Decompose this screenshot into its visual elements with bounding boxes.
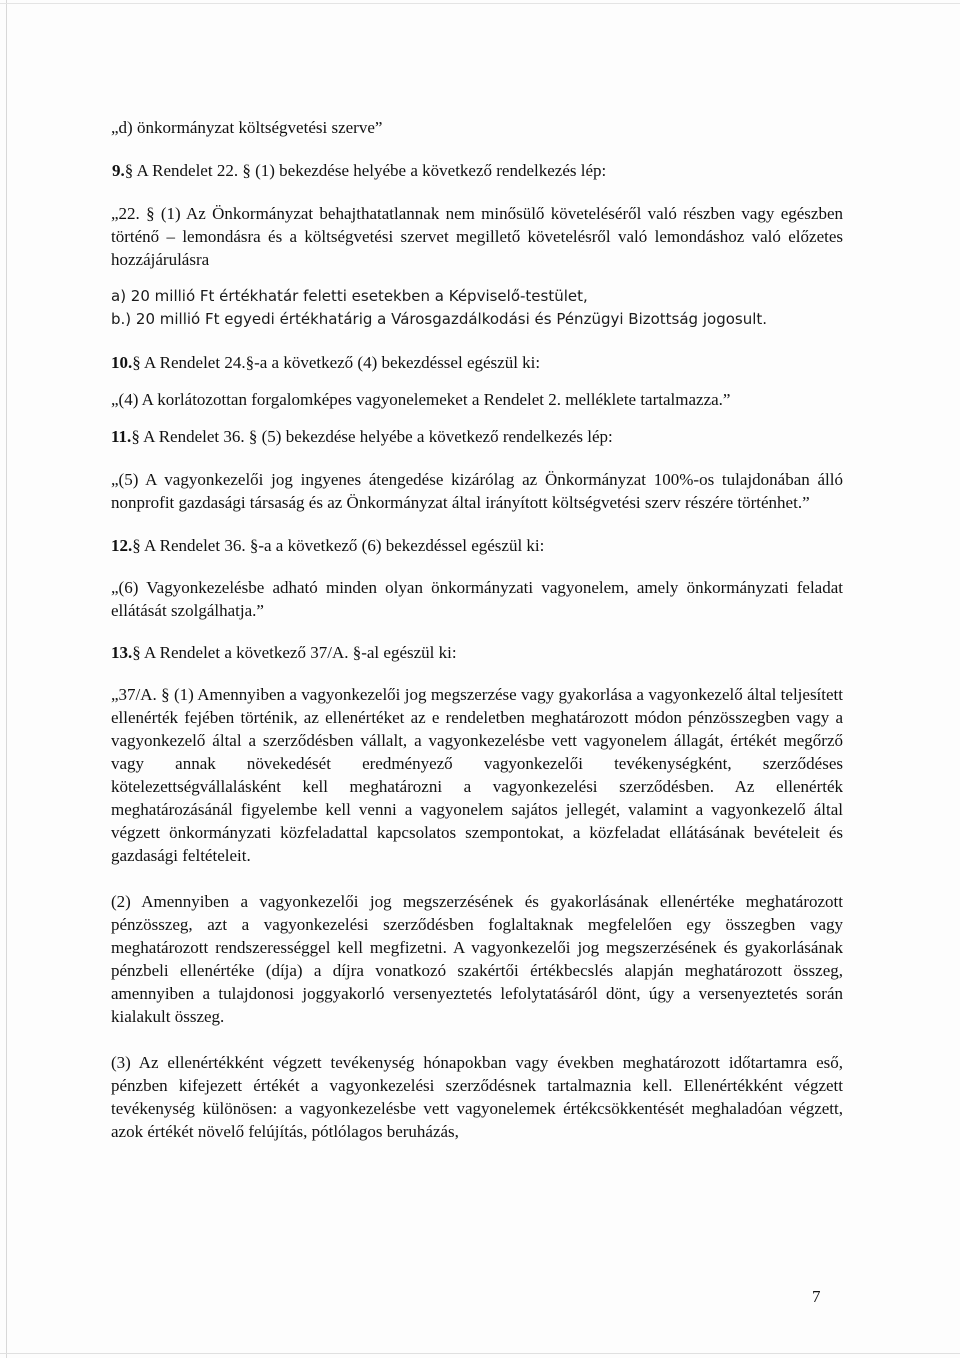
scan-edge-top bbox=[0, 3, 960, 4]
quote-paragraph-5: „(5) A vagyonkezelői jog ingyenes átengedése kizárólag az Önkormányzat 100%-os tulajdonában álló nonprofit gazdasági társaság és az Önkormányzat által irányított költségvetési szerv részére történhet.” bbox=[111, 470, 843, 512]
section-heading-9 bbox=[112, 159, 843, 182]
section-number: 11. bbox=[111, 427, 132, 446]
section-heading-text: § A Rendelet 36. § (5) bekezdése helyébe a következő rendelkezés lép: bbox=[131, 427, 613, 446]
scan-edge-bottom bbox=[0, 1353, 960, 1354]
section-number: 9. bbox=[112, 161, 125, 180]
section-heading-text: § A Rendelet a következő 37/A. §-al egészül ki: bbox=[132, 643, 457, 662]
section-number: 12. bbox=[111, 536, 133, 555]
quote-paragraph-4: „(4) A korlátozottan forgalomképes vagyonelemeket a Rendelet 2. melléklete tartalmazza.” bbox=[111, 390, 731, 409]
section-number: 10. bbox=[111, 353, 133, 372]
page-number: 7 bbox=[812, 1287, 821, 1306]
paragraph-22: „22. § (1) Az Önkormányzat behajthatatlannak nem minősülő követeléséről való részben vagy egészben történő – lemondásra és a költségvetési szervet megillető követelésről való lemondáshoz való előzetes hozzájárulásra bbox=[111, 204, 843, 269]
list-item-b: b.) 20 millió Ft egyedi értékhatárig a Városgazdálkodási és Pénzügyi Bizottság jogosult. bbox=[111, 310, 768, 328]
quote-line-d: „d) önkormányzat költségvetési szerve” bbox=[111, 118, 383, 137]
paragraph-37a-2: (2) Amennyiben a vagyonkezelői jog megszerzésének és gyakorlásának ellenértéke meghatározott pénzösszeg, azt a vagyonkezelési szerződésben foglaltaknak megfelelően egy összegben vagy meghatározott rendszerességgel kell megfizetni. A vagyonkezelői jog megszerzésének és gyakorlásának pénzbeli ellenértéke (díja) a díjra vonatkozó szakértői értékbecslés alapján meghatározott összeg, amennyiben a tulajdonosi joggyakorló versenyeztetés lefolytatásáról dönt, úgy a versenyeztetés során kialakult összeg. bbox=[111, 892, 843, 1026]
section-heading-11 bbox=[111, 425, 843, 448]
section-number: 13. bbox=[111, 643, 133, 662]
section-heading-text: § A Rendelet 36. §-a a következő (6) bekezdéssel egészül ki: bbox=[132, 536, 545, 555]
paragraph-37a-1: „37/A. § (1) Amennyiben a vagyonkezelői jog megszerzése vagy gyakorlása a vagyonkezelő által teljesített ellenérték fejében történik, az ellenértéket az e rendeletben meghatározott módon pénzösszegben vagy a vagyonkezelő által a szerződésben vállalt, a vagyonkezelésbe vett vagyonelem állagát, értékét megőrző vagy annak növekedését eredményező vagyonkezelői tevékenységként, szerződéses kötelezettségvállalásként kell meghatározni a vagyonkezelési szerződésben. Az ellenérték meghatározásánál figyelembe kell venni a vagyonelem sajátos jellegét, valamint a vagyonkezelő által végzett önkormányzati közfeladattal kapcsolatos szempontokat, a közfeladat ellátásának bevételeit és gazdasági feltételeit. bbox=[111, 685, 843, 865]
section-heading-10 bbox=[111, 351, 843, 374]
section-heading-12 bbox=[111, 534, 843, 557]
paragraph-37a-3: (3) Az ellenértékként végzett tevékenység hónapokban vagy években meghatározott időtartamra eső, pénzben kifejezett értékét a vagyonkezelési szerződésnek tartalmaznia kell. Ellenértékként végzett tevékenység különösen: a vagyonkezelésbe vett vagyonelemek értékcsökkentését meghaladóan végzett, azok értékét növelő felújítás, pótlólagos beruházás, bbox=[111, 1053, 843, 1141]
section-heading-13 bbox=[111, 641, 843, 664]
scan-edge-left bbox=[6, 0, 7, 1358]
quote-paragraph-6: „(6) Vagyonkezelésbe adható minden olyan önkormányzati vagyonelem, amely önkormányzati feladat ellátását szolgálhatja.” bbox=[111, 578, 843, 620]
list-item-a: a) 20 millió Ft értékhatár feletti esetekben a Képviselő-testület, bbox=[111, 287, 588, 305]
section-heading-text: § A Rendelet 24.§-a a következő (4) bekezdéssel egészül ki: bbox=[132, 353, 541, 372]
document-body bbox=[111, 116, 843, 1143]
section-heading-text: § A Rendelet 22. § (1) bekezdése helyébe a következő rendelkezés lép: bbox=[124, 161, 607, 180]
